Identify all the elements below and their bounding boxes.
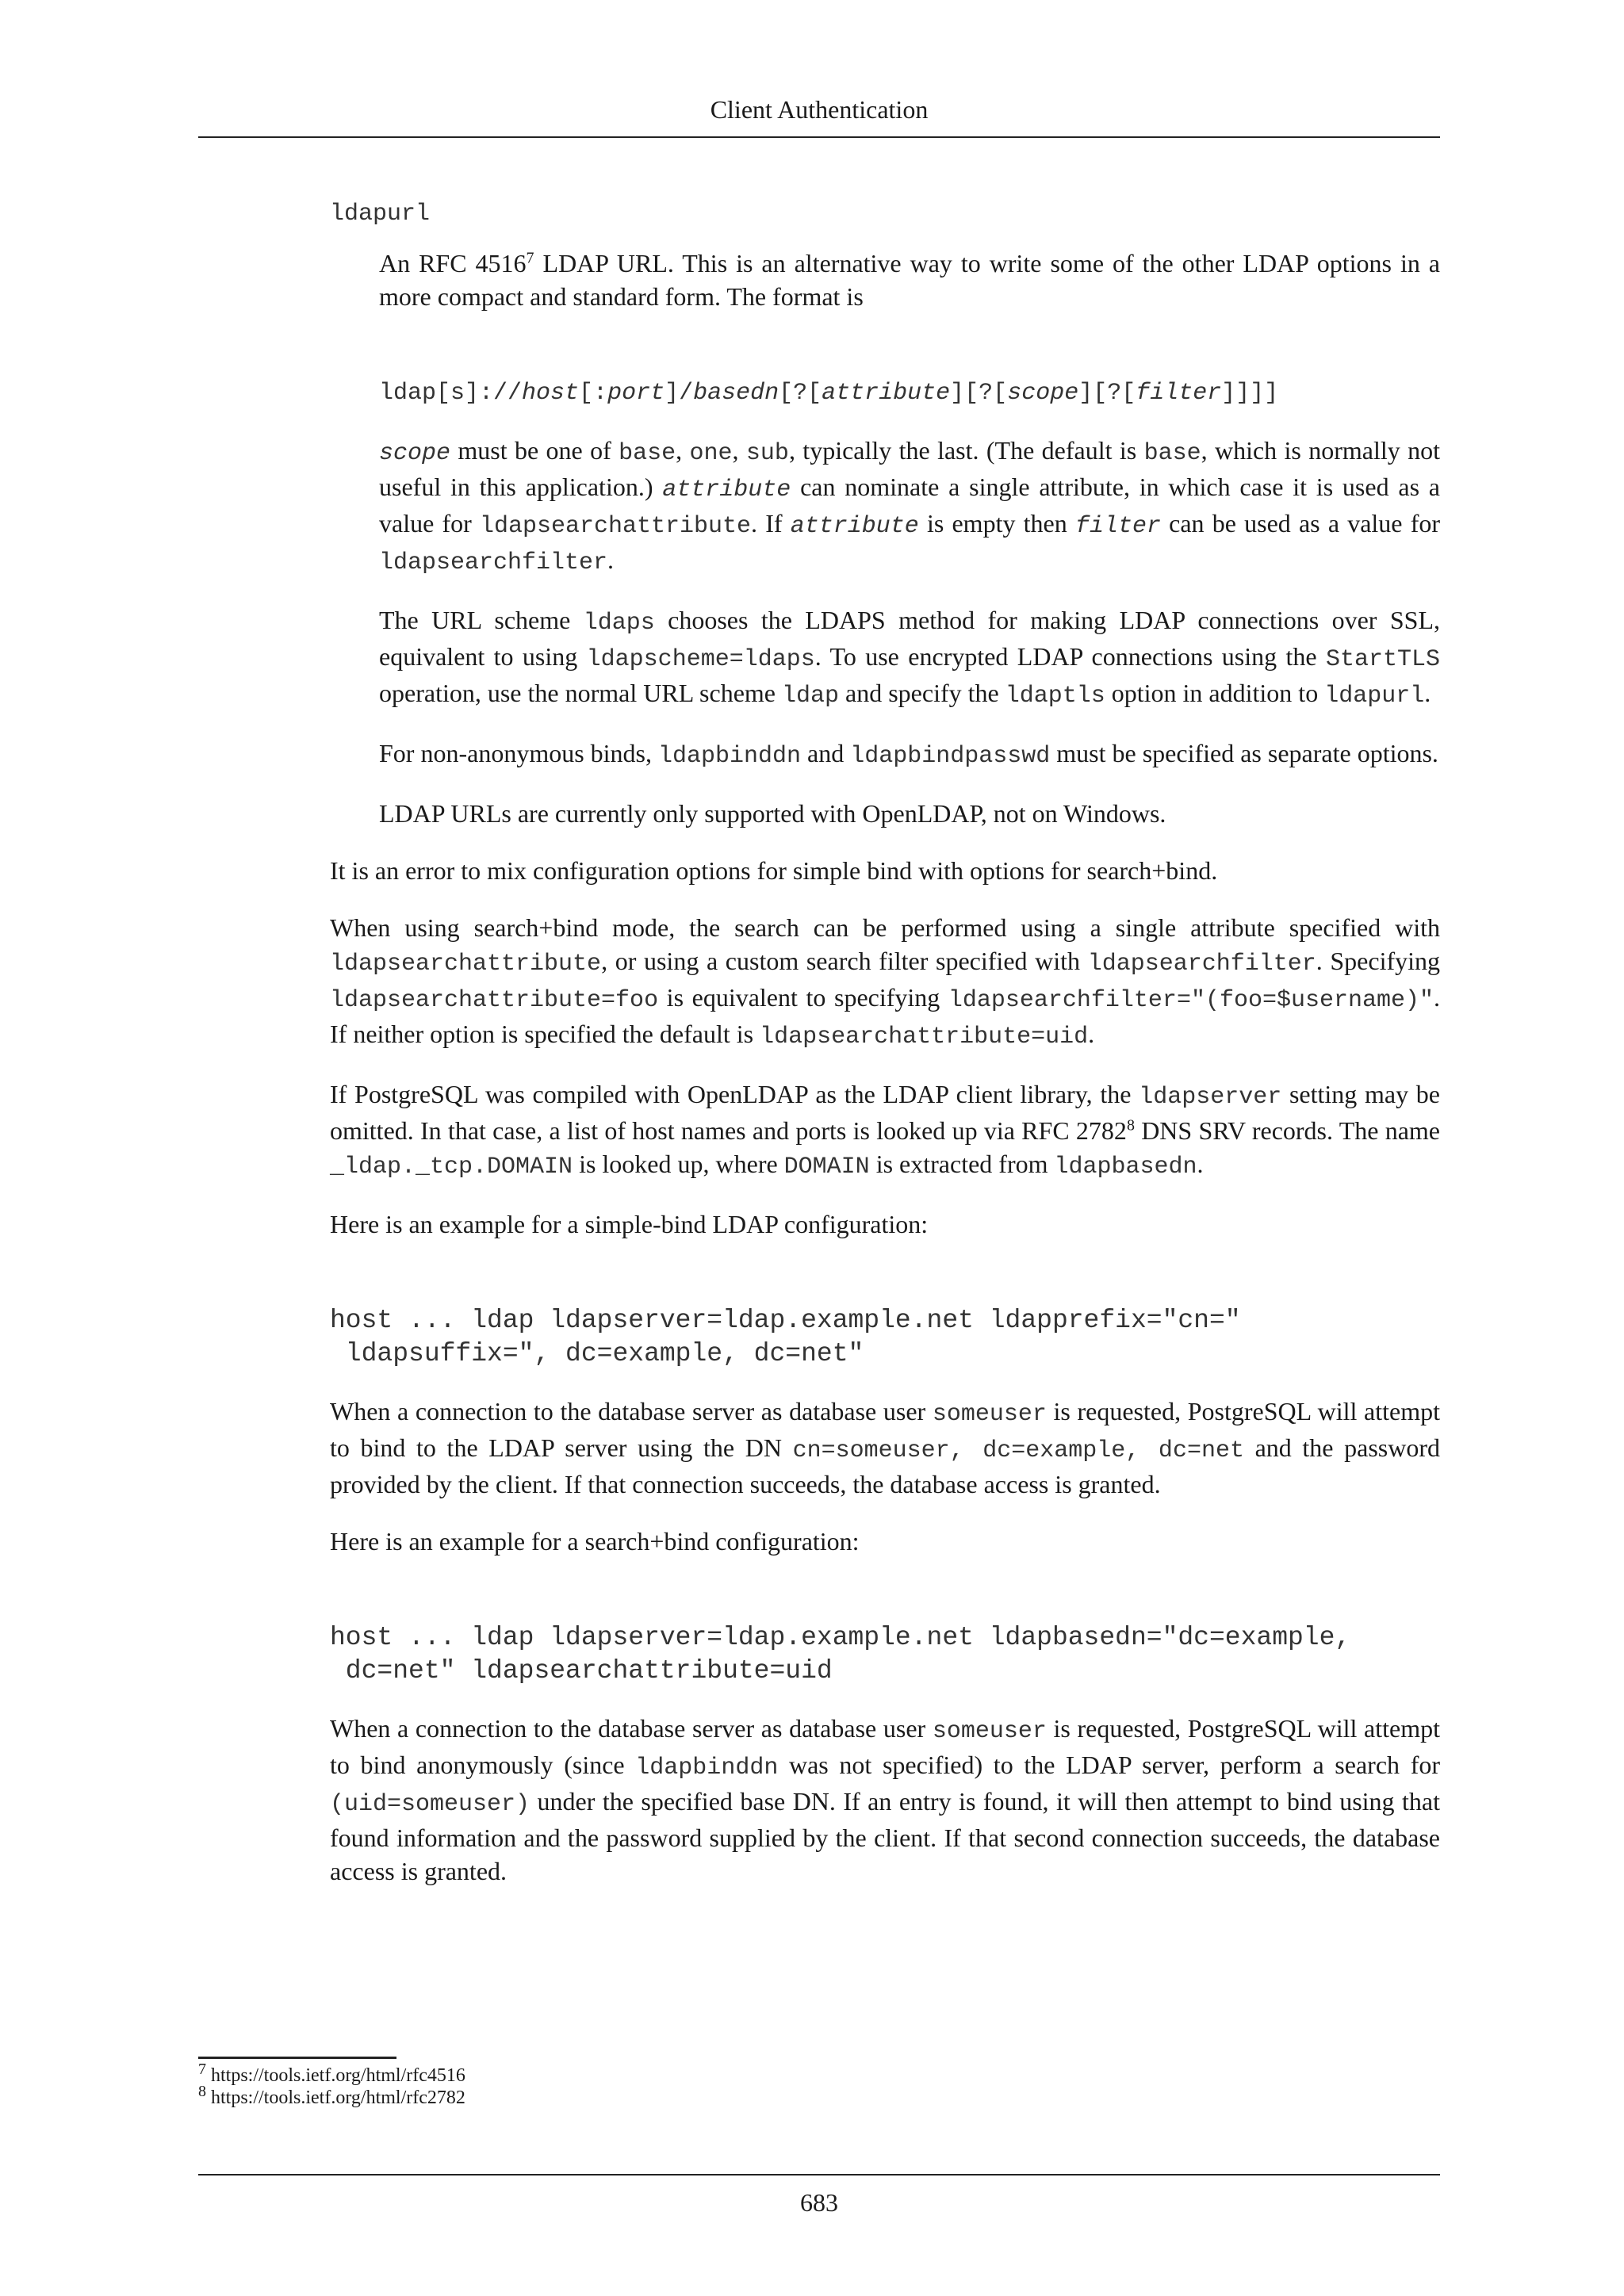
example2-explanation: When a connection to the database server as database user someuser is requested, PostgreSQL will attempt to bind anonymously (since ldapbinddn was not specified) to the LDAP server, perform a search for (uid=someuser) under the specified base DN. If an entry is found, it will then attempt to bind using that found information and the password supplied by the client. If that second connection succeeds, the database access is granted. <box>330 1714 1441 1885</box>
footnote-ref-8[interactable]: 8 <box>1126 1116 1135 1135</box>
footnotes <box>198 2061 465 2109</box>
example2-intro: Here is an example for a search+bind configuration: <box>330 1527 860 1556</box>
page-number: 683 <box>800 2188 838 2217</box>
footer-rule <box>198 2174 1440 2175</box>
footnote-7: $^7$ https://tools.ietf.org/html/rfc4516 <box>198 2061 465 2086</box>
footnote-rule <box>198 2057 396 2059</box>
openldap-paragraph: LDAP URLs are currently only supported with OpenLDAP, not on Windows. <box>379 799 1166 828</box>
footnote-8: $^8$ https://tools.ietf.org/html/rfc2782 <box>198 2083 465 2108</box>
running-header: Client Authentication <box>710 95 929 124</box>
example2-code: host ... ldap ldapserver=ldap.example.net ldapbasedn="dc=example, dc=net" ldapsearchattribute=uid <box>330 1623 1351 1686</box>
searchbind-paragraph: When using search+bind mode, the search can be performed using a single attribute specified with ldapsearchattribute, or using a custom search filter specified with ldapsearchfilter. Specifying ldapsearchattribute=foo is equivalent to specifying ldapsearchfilter="(foo=$username)". If neither option is specified the default is ldapsearchattribute=uid. <box>330 913 1441 1050</box>
example1-explanation: When a connection to the database server as database user someuser is requested, PostgreSQL will attempt to bind to the LDAP server using the DN cn=someuser, dc=example, dc=net and the password provided by the client. If that connection succeeds, the database access is granted. <box>330 1397 1441 1498</box>
example1-intro: Here is an example for a simple-bind LDAP configuration: <box>330 1210 929 1238</box>
rfc-paragraph: An RFC 4516$^7$ LDAP URL. This is an alternative way to write some of the other LDAP options in a more compact and standard form. The format is <box>379 249 1441 311</box>
header-rule <box>198 136 1440 138</box>
footnote-7-link[interactable]: https://tools.ietf.org/html/rfc4516 <box>211 2065 465 2086</box>
postgres-paragraph: If PostgreSQL was compiled with OpenLDAP as the LDAP client library, the ldapserver setting may be omitted. In that case, a list of host names and ports is looked up via RFC 2782$^8$ DNS SRV records. The name _ldap._tcp.DOMAIN is looked up, where DOMAIN is extracted from ldapbasedn. <box>330 1080 1441 1181</box>
term-ldapurl: ldapurl <box>330 201 431 228</box>
url-format: ldap[s]://host[:port]/basedn[?[attribute][?[scope][?[filter]]]] <box>379 380 1279 407</box>
scope-paragraph: scope must be one of base, one, sub, typically the last. (The default is base, which is normally not useful in this application.) attribute can nominate a single attribute, in which case it is used as a value for ldapsearchattribute. If attribute is empty then filter can be used as a value for ldapsearchfilter. <box>379 436 1441 576</box>
example1-code: host ... ldap ldapserver=ldap.example.net ldapprefix="cn=" ldapsuffix=", dc=example, dc=net" <box>330 1306 1241 1368</box>
binds-paragraph: For non-anonymous binds, ldapbinddn and ldapbindpasswd must be specified as separate options. <box>379 739 1438 770</box>
term-definition <box>379 247 1440 830</box>
ldaps-paragraph: The URL scheme ldaps chooses the LDAPS method for making LDAP connections over SSL, equivalent to using ldapscheme=ldaps. To use encrypted LDAP connections using the StartTLS operation, use the normal URL scheme ldap and specify the ldaptls option in addition to ldapurl. <box>379 606 1441 710</box>
footnote-8-link[interactable]: https://tools.ietf.org/html/rfc2782 <box>211 2087 465 2108</box>
page-body <box>330 186 1440 1888</box>
mix-paragraph: It is an error to mix configuration options for simple bind with options for search+bind. <box>330 856 1218 885</box>
footnote-ref-7[interactable]: 7 <box>526 249 534 267</box>
